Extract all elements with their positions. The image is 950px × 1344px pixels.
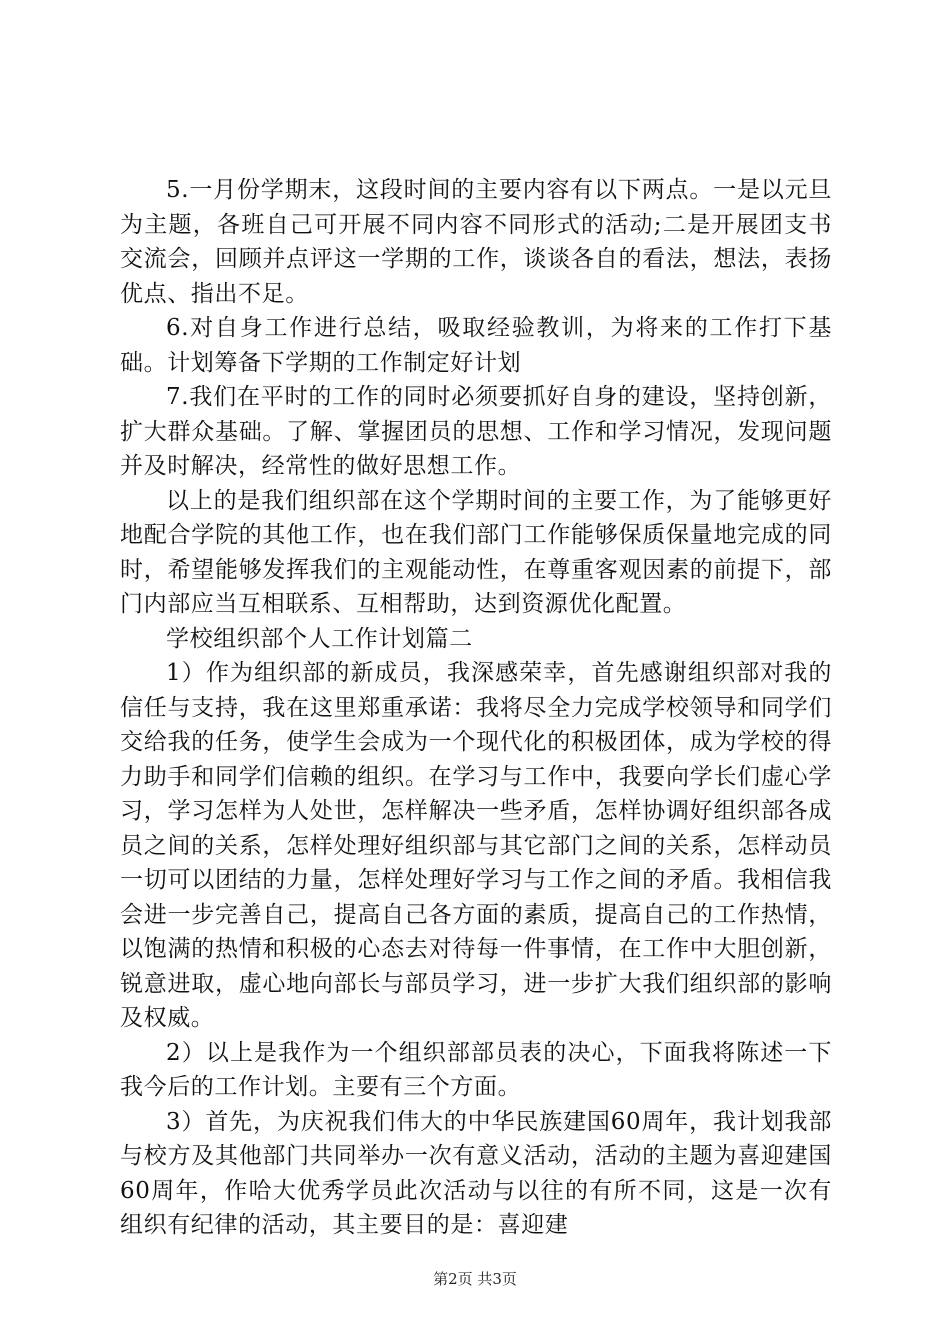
paragraph-plan-1: 1）作为组织部的新成员，我深感荣幸，首先感谢组织部对我的信任与支持，我在这里郑重承诺：我将尽全力完成学校领导和同学们交给我的任务，使学生会成为一个现代化的积极团体，成为学校的得力助手和同学们信赖的组织。在学习与工作中，我要向学长们虚心学习，学习怎样为人处世，怎样解决一些矛盾，怎样协调好组织部各成员之间的关系，怎样处理好组织部与其它部门之间的关系，怎样动员一切可以团结的力量，怎样处理好学习与工作之间的矛盾。我相信我会进一步完善自己，提高自己各方面的素质，提高自己的工作热情，以饱满的热情和积极的心态去对待每一件事情，在工作中大胆创新，锐意进取，虚心地向部长与部员学习，进一步扩大我们组织部的影响及权威。 <box>120 660 832 1031</box>
paragraph-item-7: 7.我们在平时的工作的同时必须要抓好自身的建设，坚持创新，扩大群众基础。了解、掌握团员的思想、工作和学习情况，发现问题并及时解决，经常性的做好思想工作。 <box>120 384 832 479</box>
section-heading: 学校组织部个人工作计划篇二 <box>166 625 473 652</box>
paragraph-summary: 以上的是我们组织部在这个学期时间的主要工作，为了能够更好地配合学院的其他工作，也在我们部门工作能够保质保量地完成的同时，希望能够发挥我们的主观能动性，在尊重客观因素的前提下，部门内部应当互相联系、互相帮助，达到资源优化配置。 <box>120 487 832 617</box>
paragraph-item-6: 6.对自身工作进行总结，吸取经验教训，为将来的工作打下基础。计划筹备下学期的工作制定好计划 <box>120 315 832 376</box>
paragraph-item-5: 5.一月份学期末，这段时间的主要内容有以下两点。一是以元旦为主题，各班自己可开展不同内容不同形式的活动;二是开展团支书交流会，回顾并点评这一学期的工作，谈谈各自的看法，想法，表扬优点、指出不足。 <box>120 177 832 307</box>
paragraph-plan-2: 2）以上是我作为一个组织部部员表的决心，下面我将陈述一下我今后的工作计划。主要有三个方面。 <box>120 1039 832 1100</box>
page-number-footer: 第2页 共3页 <box>433 1270 517 1288</box>
paragraph-plan-3: 3）首先，为庆祝我们伟大的中华民族建国60周年，我计划我部与校方及其他部门共同举办一次有意义活动，活动的主题为喜迎建国60周年，作哈大优秀学员此次活动与以往的有所不同，这是一次有组织有纪律的活动，其主要目的是：喜迎建 <box>120 1108 832 1238</box>
document-body <box>120 173 832 1243</box>
